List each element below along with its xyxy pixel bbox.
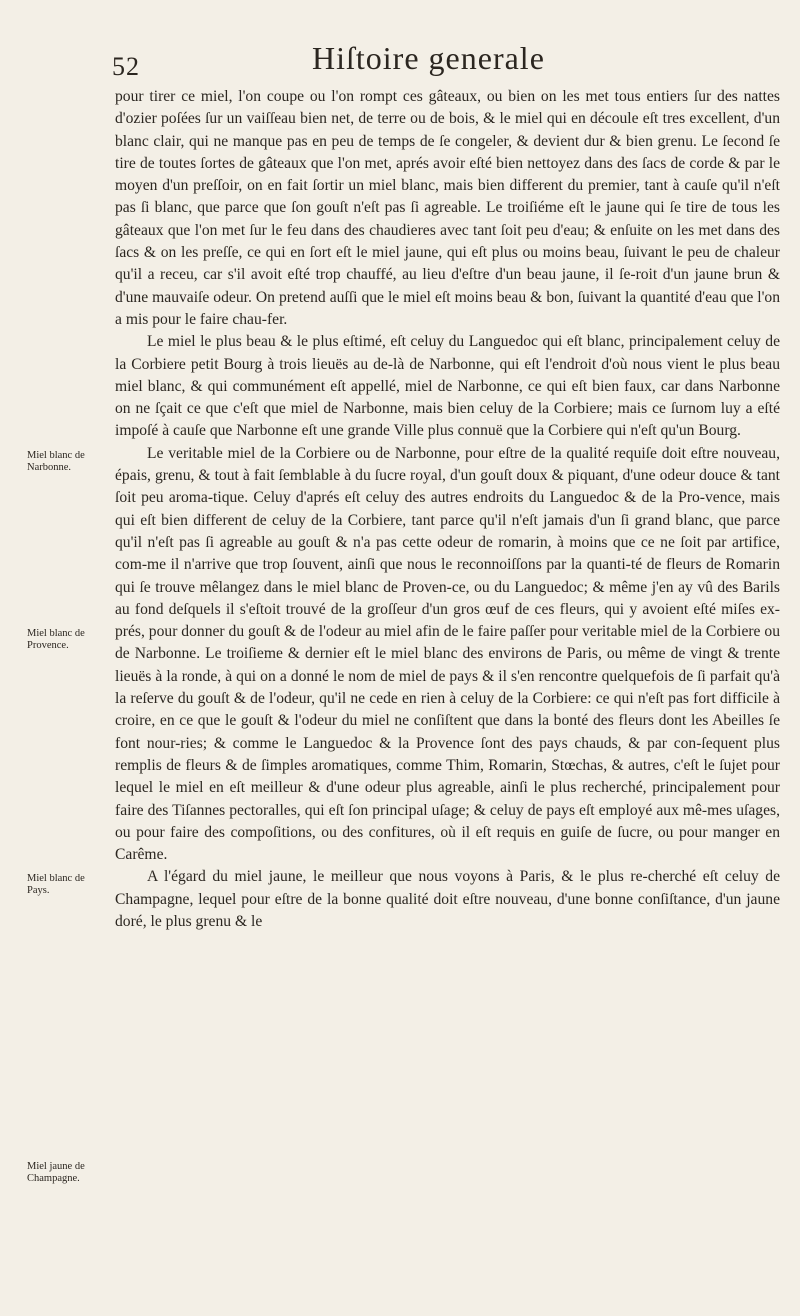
margin-note-narbonne: Miel blanc de Narbonne. bbox=[27, 450, 85, 473]
paragraph: Le veritable miel de la Corbiere ou de Narbonne, pour eſtre de la qualité requiſe doit eſtre nouveau, épais, grenu, & tout à fait ſemblable à du ſucre royal, d'un gouſt doux & piquant, d'une odeur douce & tant ſoit peu aroma-tique. Celuy d'aprés eſt celuy des autres endroits du Languedoc & de la Pro-vence, mais qui eſt bien different de celuy de la Corbiere, tant parce qu'il n'eſt jamais d'un ſi grand blanc, que parce qu'il n'eſt pas ſi agreable au gouſt & n'a pas cette odeur de romarin, à moins que ce ne ſoit par artifice, com-me il n'arrive que trop ſouvent, ainſi que nous le reconnoiſſons par la quanti-té de fleurs de Romarin qui ſe trouve mêlangez dans le miel blanc de Proven-ce, ou du Languedoc; & même j'en ay vû des Barils au fond deſquels il s'eſtoit trouvé de la groſſeur d'un gros œuf de ces fleurs, qui y avoient eſté miſes ex-prés, pour donner du gouſt & de l'odeur au miel afin de le faire paſſer pour veritable miel de la Corbiere ou de Narbonne. Le troiſieme & dernier eſt le miel blanc des environs de Paris, ou même de vingt & trente lieuës à la ronde, à qui on a donné le nom de miel de pays & il s'en rencontre quelquefois de ſi parfait qu'à la reſerve du gouſt & de l'odeur, qu'il ne cede en rien à celuy de la Corbiere: ce qui n'eſt pas fort difficile à croire, en ce que le gouſt & l'odeur du miel ne conſiſtent que dans la bonté des fleurs dont les Abeilles ſe font nour-ries; & comme le Languedoc & la Provence ſont des pays chauds, & par con-ſequent plus remplis de fleurs & de ſimples aromatiques, comme Thim, Romarin, Stœchas, & autres, c'eſt le ſujet pour lequel le miel en eſt meilleur & d'une odeur plus agreable, ainſi le plus recherché, principalement pour faire des Tiſannes pectoralles, qui eſt ſon principal uſage; & celuy de pays eſt employé aux mê-mes uſages, ou pour faire des compoſitions, ou des confitures, où il eſt requis en guiſe de ſucre, ou pour manger en Carême. bbox=[115, 444, 780, 864]
margin-note-pays: Miel blanc de Pays. bbox=[27, 873, 85, 896]
page-number: 52 bbox=[112, 52, 140, 81]
paragraph: pour tirer ce miel, l'on coupe ou l'on rompt ces gâteaux, ou bien on les met tous entiers ſur des nattes d'ozier poſées ſur un vaiſſeau bien net, de terre ou de bois, & le miel qui en découle eſt tres excellent, d'un blanc clair, qui ne manque pas en peu de temps de ſe congeler, & devient dur & bien grenu. Le ſecond ſe tire de toutes ſortes de gâteaux que l'on met, aprés avoir eſté bien nettoyez dans des ſacs de corde & par le moyen d'un preſſoir, on en fait ſortir un miel blanc, mais bien different du premier, tant à cauſe qu'il n'eſt pas ſi blanc, que parce que ſon gouſt n'eſt pas ſi agreable. Le troiſiéme eſt le jaune qui ſe tire de tous les gâteaux que l'on met ſur le feu dans des chaudieres avec tant ſoit peu d'eau; & enſuite on les met dans des ſacs & on les preſſe, ce qui en ſort eſt le miel jaune, qui eſt plus ou moins beau, ſuivant le peu de chaleur qu'il a receu, car s'il avoit eſté trop chauffé, au lieu d'eſtre d'un beau jaune, il ſe-roit d'un jaune brun & d'une mauvaiſe odeur. On pretend auſſi que le miel eſt moins beau & bon, ſuivant la quantité d'eau que l'on a mis pour le faire chau-fer. bbox=[115, 88, 780, 328]
body-text bbox=[115, 86, 780, 933]
margin-note-provence: Miel blanc de Provence. bbox=[27, 628, 85, 651]
paragraph: Le miel le plus beau & le plus eſtimé, eſt celuy du Languedoc qui eſt blanc, principalement celuy de la Corbiere petit Bourg à trois lieuës au de-là de Narbonne, qui eſt l'endroit d'où nous vient le plus beau miel blanc, & qui communément eſt appellé, miel de Narbonne, ce qui eſt bien faux, car dans Narbonne on ne ſçait ce que c'eſt que miel de Narbonne, mais bien celuy de la Corbiere; mais ce ſurnom luy a eſté impoſé à cauſe que Narbonne eſt une grande Ville plus connuë que la Corbiere qui n'eſt qu'un Bourg. bbox=[115, 333, 780, 440]
running-title: Hiſtoire generale bbox=[312, 40, 545, 76]
margin-note-champagne: Miel jaune de Champagne. bbox=[27, 1161, 85, 1184]
paragraph: A l'égard du miel jaune, le meilleur que nous voyons à Paris, & le plus re-cherché eſt celuy de Champagne, lequel pour eſtre de la bonne qualité doit eſtre nouveau, d'une bonne conſiſtance, d'un jaune doré, le plus grenu & le bbox=[115, 868, 780, 930]
